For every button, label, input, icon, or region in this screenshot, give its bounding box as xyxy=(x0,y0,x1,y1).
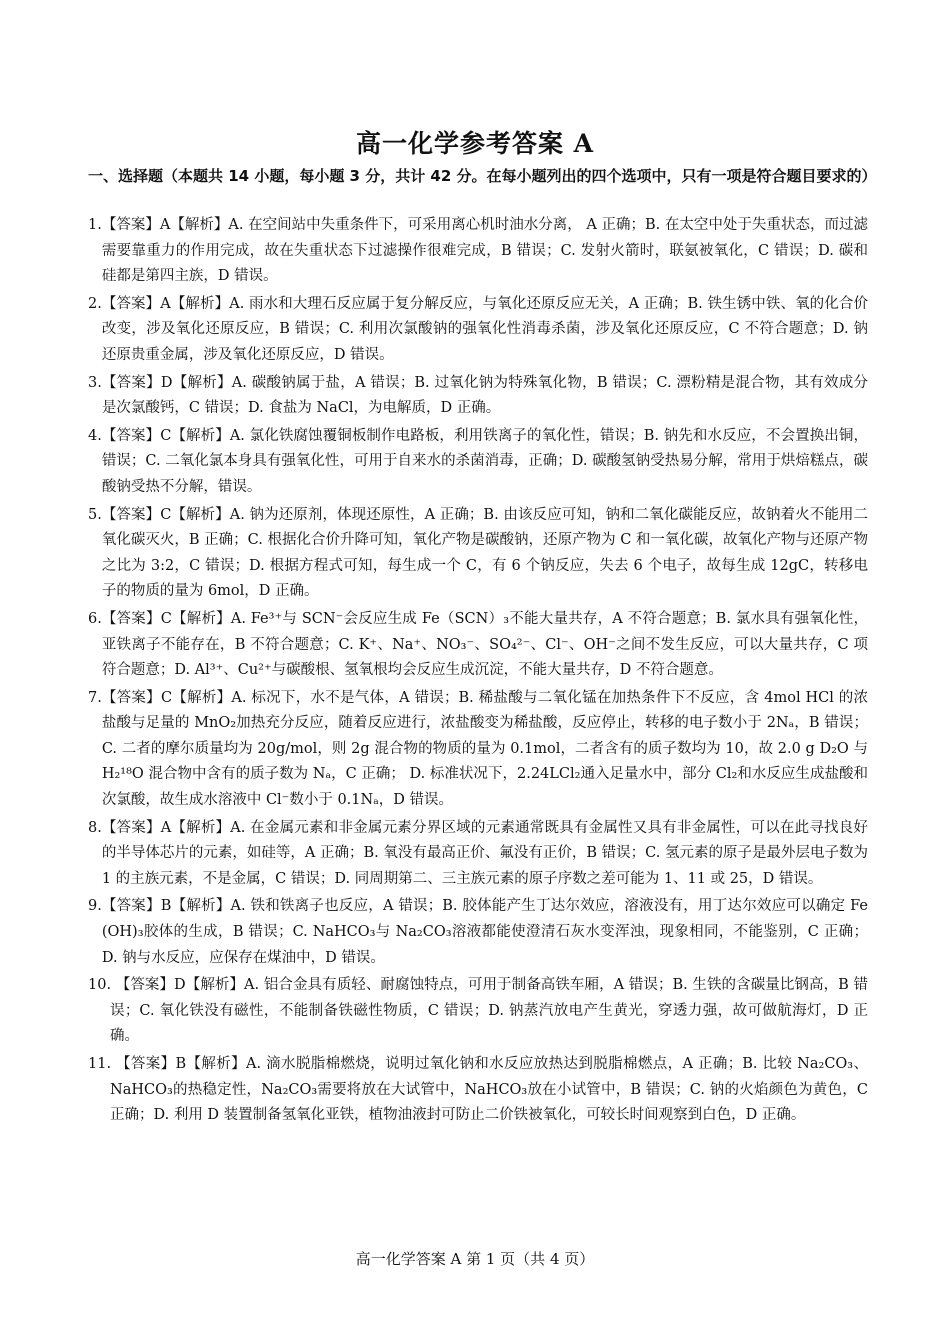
answer-item-4 xyxy=(88,424,868,501)
answer-text: 【答案】B【解析】A. 铁和铁离子也反应，A 错误；B. 胶体能产生丁达尔效应，溶液没有，用丁达尔效应可以确定 Fe (OH)₃胶体的生成，B 错误；C. NaHCO₃与 Na₂CO₃溶液都能使澄清石灰水变浑浊，现象相同，不能鉴别，C 正确；D. 钠与水反应，应保存在煤油中，D 错误。 xyxy=(101,898,868,966)
answer-item-6 xyxy=(88,607,868,684)
answer-item-11 xyxy=(88,1052,868,1129)
answer-number: 11. xyxy=(88,1056,112,1072)
answer-text: 【答案】A【解析】A. 在空间站中失重条件下，可采用离心机时油水分离， A 正确；B. 在太空中处于失重状态，而过滤需要靠重力的作用完成，故在失重状态下过滤操作很难完成，B 错误；C. 发射火箭时，联氨被氧化，C 错误；D. 碳和硅都是第四主族，D 错误。 xyxy=(101,217,868,285)
answer-text: 【答案】D【解析】A. 铝合金具有质轻、耐腐蚀特点，可用于制备高铁车厢，A 错误；B. 生铁的含碳量比钢高，B 错误；C. 氧化铁没有磁性，不能制备铁磁性物质，C 错误；D. 钠蒸汽放电产生黄光，穿透力强，故可做航海灯，D 正确。 xyxy=(110,977,869,1045)
answer-number: 8. xyxy=(88,819,102,836)
answer-number: 5. xyxy=(88,506,102,523)
page-title: 高一化学参考答案 A xyxy=(355,129,595,158)
answer-text: 【答案】C【解析】A. 标况下，水不是气体，A 错误；B. 稀盐酸与二氧化锰在加热条件下不反应，含 4mol HCl 的浓盐酸与足量的 MnO₂加热充分反应，随着反应进行，浓盐酸变为稀盐酸，反应停止，转移的电子数小于 2Nₐ，B 错误；C. 二者的摩尔质量均为 20g/mol，则 2g 混合物的物质的量为 0.1mol，二者含有的质子数均为 10，故 2.0 g D₂O 与 H₂¹⁸O 混合物中含有的质子数为 Nₐ，C 正确； D. 标准状况下，2.24LCl₂通入足量水中，部分 Cl₂和水反应生成盐酸和次氯酸，故生成水溶液中 Cl⁻数小于 0.1Nₐ，D 错误。 xyxy=(101,689,868,809)
answer-text: 【答案】C【解析】A. 钠为还原剂，体现还原性，A 正确；B. 由该反应可知，钠和二氧化碳能反应，故钠着火不能用二氧化碳灭火，B 正确；C. 根据化合价升降可知，氧化产物是碳酸钠，还原产物为 C 和一氧化碳，故氧化产物与还原产物之比为 3:2，C 错误；D. 根据方程式可知，每生成一个 C，有 6 个钠反应，失去 6 个电子，故每生成 12gC，转移电子的物质的量为 6mol，D 正确。 xyxy=(101,506,868,600)
answer-number: 1. xyxy=(88,217,102,233)
answer-item-1 xyxy=(88,213,868,290)
answer-number: 6. xyxy=(88,610,102,627)
answer-text: 【答案】B【解析】A. 滴水脱脂棉燃烧，说明过氧化钠和水反应放热达到脱脂棉燃点，A 正确；B. 比较 Na₂CO₃、NaHCO₃的热稳定性，Na₂CO₃需要将放在大试管中，NaHCO₃放在小试管中，B 错误；C. 钠的火焰颜色为黄色，C 正确；D. 利用 D 装置制备氢氧化亚铁，植物油液封可防止二价铁被氧化，可较长时间观察到白色，D 正确。 xyxy=(110,1056,868,1124)
answer-item-7 xyxy=(88,686,868,814)
answer-item-8 xyxy=(88,816,868,893)
answer-item-2 xyxy=(88,292,868,369)
answer-text: 【答案】C【解析】A. 氯化铁腐蚀覆铜板制作电路板，利用铁离子的氧化性，错误；B. 钠先和水反应，不会置换出铜，错误；C. 二氧化氯本身具有强氧化性，可用于自来水的杀菌消毒，正确；D. 碳酸氢钠受热易分解，常用于烘焙糕点，碳酸钠受热不分解，错误。 xyxy=(101,427,868,495)
answer-number: 4. xyxy=(88,427,102,444)
answer-item-3 xyxy=(88,371,868,422)
answer-text: 【答案】D【解析】A. 碳酸钠属于盐，A 错误；B. 过氧化钠为特殊氧化物，B 错误；C. 漂粉精是混合物，其有效成分是次氯酸钙，C 错误；D. 食盐为 NaCl，为电解质，D 正确。 xyxy=(101,374,868,417)
answer-text: 【答案】A【解析】A. 在金属元素和非金属元素分界区域的元素通常既具有金属性又具有非金属性，可以在此寻找良好的半导体芯片的元素，如硅等，A 正确；B. 氧没有最高正价、氟没有正价，B 错误；C. 氢元素的原子是最外层电子数为 1 的主族元素，不是金属，C 错误；D. 同周期第二、三主族元素的原子序数之差可能为 1、11 或 25，D 错误。 xyxy=(101,819,868,887)
answer-item-10 xyxy=(88,973,868,1050)
answer-item-9 xyxy=(88,894,868,971)
answer-list xyxy=(88,213,868,1131)
page-footer: 高一化学答案 A 第 1 页（共 4 页） xyxy=(355,1250,595,1268)
section-heading: 一、选择题（本题共 14 小题，每小题 3 分，共计 42 分。在每小题列出的四个选项中，只有一项是符合题目要求的） xyxy=(88,167,877,185)
answer-number: 9. xyxy=(88,898,102,915)
answer-number: 2. xyxy=(88,295,102,312)
answer-number: 10. xyxy=(88,977,112,994)
answer-number: 7. xyxy=(88,689,102,706)
answer-number: 3. xyxy=(88,374,102,391)
answer-text: 【答案】C【解析】A. Fe³⁺与 SCN⁻会反应生成 Fe（SCN）₃不能大量共存，A 不符合题意；B. 氯水具有强氧化性，亚铁离子不能存在，B 不符合题意；C. K⁺、Na⁺、NO₃⁻、SO₄²⁻、Cl⁻、OH⁻之间不发生反应，可以大量共存，C 项符合题意；D. Al³⁺、Cu²⁺与碳酸根、氢氧根均会反应生成沉淀，不能大量共存，D 不符合题意。 xyxy=(101,610,868,679)
answer-item-5 xyxy=(88,503,868,605)
answer-text: 【答案】A【解析】A. 雨水和大理石反应属于复分解反应，与氧化还原反应无关，A 正确；B. 铁生锈中铁、氧的化合价改变，涉及氧化还原反应，B 错误；C. 利用次氯酸钠的强氧化性消毒杀菌，涉及氧化还原反应，C 不符合题意；D. 钠还原贵重金属，涉及氧化还原反应，D 错误。 xyxy=(101,295,868,363)
